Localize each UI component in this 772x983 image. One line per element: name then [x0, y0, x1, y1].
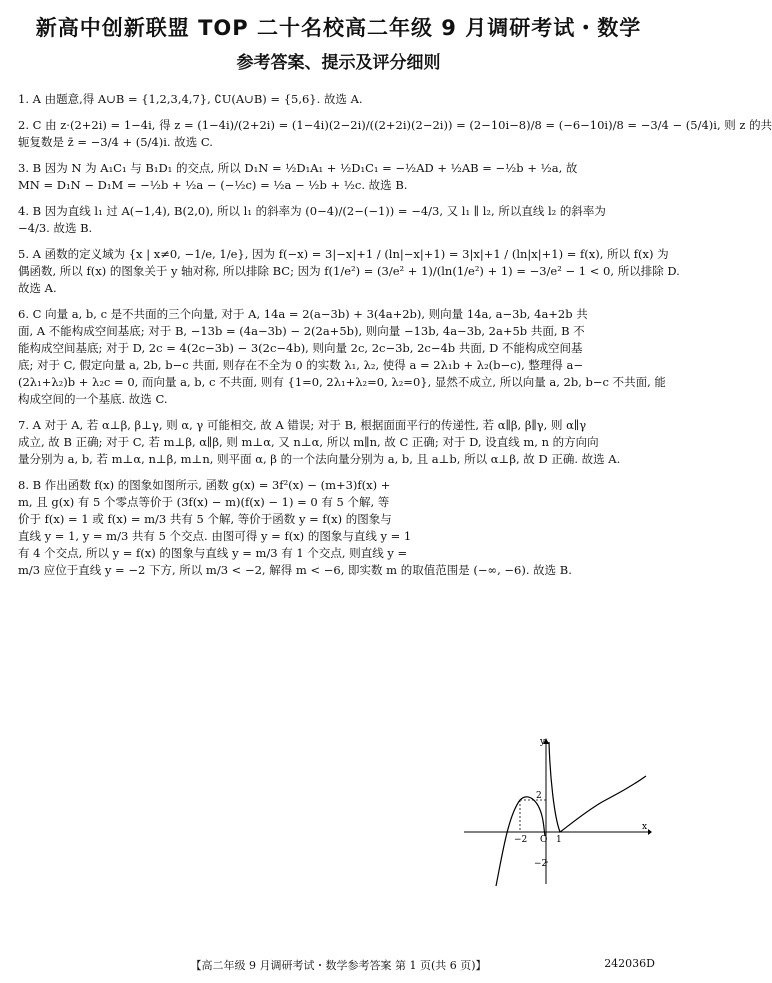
- answer-item: [18, 417, 659, 468]
- graph-tick-neg-two: −2: [534, 859, 548, 869]
- answer-item: [18, 91, 659, 108]
- answer-item: [18, 477, 659, 579]
- answer-line: 4. B 因为直线 l₁ 过 A(−1,4), B(2,0), 所以 l₁ 的斜率为 (0−4)/(2−(−1)) = −4/3, 又 l₁ ∥ l₂, 所以直线 l₂ 的斜率为: [18, 204, 606, 218]
- page-footer: 【高二年级 9 月调研考试・数学参考答案 第 1 页(共 6 页)】: [190, 959, 487, 972]
- page-subtitle: 参考答案、提示及评分细则: [236, 53, 441, 73]
- answer-line: 6. C 向量 a, b, c 是不共面的三个向量, 对于 A, 14a = 2(a−3b) + 3(4a+2b), 则向量 14a, a−3b, 4a+2b 共: [18, 307, 588, 321]
- answer-line: m/3 应位于直线 y = −2 下方, 所以 m/3 < −2, 解得 m < −6, 即实数 m 的取值范围是 (−∞, −6). 故选 B.: [18, 563, 572, 577]
- answer-line: 底; 对于 C, 假定向量 a, 2b, b−c 共面, 则存在不全为 0 的实数 λ₁, λ₂, 使得 a = 2λ₁b + λ₂(b−c), 整理得 a−: [18, 358, 584, 372]
- graph-tick-neg-two-x: −2: [514, 835, 528, 845]
- answer-line: 有 4 个交点, 所以 y = f(x) 的图象与直线 y = m/3 有 1 个交点, 则直线 y =: [18, 546, 408, 560]
- graph-x-label: x: [642, 822, 648, 832]
- answer-item: [18, 246, 680, 297]
- graph-y-label: y: [540, 737, 546, 747]
- document-code: 242036D: [604, 957, 655, 970]
- answer-line: 偶函数, 所以 f(x) 的图象关于 y 轴对称, 所以排除 BC; 因为 f(1/e²) = (3/e² + 1)/(ln(1/e²) + 1) = −3/e² − 1 < 0, 所以排除 D.: [18, 264, 680, 278]
- answer-line: 1. A 由题意,得 A∪B = {1,2,3,4,7}, ∁U(A∪B) = {5,6}. 故选 A.: [18, 92, 363, 106]
- function-graph: [462, 736, 652, 886]
- answer-line: 构成空间的一个基底. 故选 C.: [18, 392, 168, 406]
- answer-line: 价于 f(x) = 1 或 f(x) = m/3 共有 5 个解, 等价于函数 y = f(x) 的图象与: [18, 512, 392, 526]
- graph-tick-two: 2: [536, 791, 542, 801]
- answer-item: [18, 306, 666, 408]
- answer-line: 3. B 因为 N 为 A₁C₁ 与 B₁D₁ 的交点, 所以 D₁N = ½D₁A₁ + ½D₁C₁ = −½AD + ½AB = −½b + ½a, 故: [18, 161, 578, 175]
- answer-line: 轭复数是 z̄ = −3/4 + (5/4)i. 故选 C.: [18, 135, 213, 149]
- answer-line: 量分别为 a, b, 若 m⊥α, n⊥β, m⊥n, 则平面 α, β 的一个法向量分别为 a, b, 且 a⊥b, 所以 α⊥β, 故 D 正确. 故选 A.: [18, 452, 621, 466]
- answer-line: −4/3. 故选 B.: [18, 221, 93, 235]
- answer-line: 2. C 由 z·(2+2i) = 1−4i, 得 z = (1−4i)/(2+2i) = (1−4i)(2−2i)/((2+2i)(2−2i)) = (2−10i−8)/8 = (−6−10i)/8 = −3/4 − (5/4)i, 则 z 的共: [18, 118, 772, 132]
- page-title: 新高中创新联盟 TOP 二十名校高二年级 9 月调研考试・数学: [35, 16, 642, 40]
- answer-item: [18, 160, 659, 194]
- answer-line: 成立, 故 B 正确; 对于 C, 若 m⊥β, α∥β, 则 m⊥α, 又 n⊥α, 所以 m∥n, 故 C 正确; 对于 D, 设直线 m, n 的方向向: [18, 435, 599, 449]
- answer-line: (2λ₁+λ₂)b + λ₂c = 0, 而向量 a, b, c 不共面, 则有 {1=0, 2λ₁+λ₂=0, λ₂=0}, 显然不成立, 所以向量 a, 2b, b−c 不共面, 能: [18, 375, 666, 389]
- answer-list: [18, 91, 772, 579]
- graph-origin-label: O: [540, 835, 548, 845]
- answer-line: 面, A 不能构成空间基底; 对于 B, −13b = (4a−3b) − 2(2a+5b), 则向量 −13b, 4a−3b, 2a+5b 共面, B 不: [18, 324, 585, 338]
- answer-line: 直线 y = 1, y = m/3 共有 5 个交点. 由图可得 y = f(x) 的图象与直线 y = 1: [18, 529, 412, 543]
- answer-line: 7. A 对于 A, 若 α⊥β, β⊥γ, 则 α, γ 可能相交, 故 A 错误; 对于 B, 根据面面平行的传递性, 若 α∥β, β∥γ, 则 α∥γ: [18, 418, 587, 432]
- answer-line: 5. A 函数的定义域为 {x | x≠0, −1/e, 1/e}, 因为 f(−x) = 3|−x|+1 / (ln|−x|+1) = 3|x|+1 / (ln|x|+1) = f(x), 所以 f(x) 为: [18, 247, 669, 261]
- graph-tick-one: 1: [556, 835, 562, 845]
- answer-line: 故选 A.: [18, 281, 57, 295]
- answer-item: [18, 203, 659, 237]
- answer-line: MN = D₁N − D₁M = −½b + ½a − (−½c) = ½a − ½b + ½c. 故选 B.: [18, 178, 408, 192]
- answer-item: [18, 117, 772, 151]
- answer-line: 8. B 作出函数 f(x) 的图象如图所示, 函数 g(x) = 3f²(x) − (m+3)f(x) +: [18, 478, 391, 492]
- answer-line: 能构成空间基底; 对于 D, 2c = 4(2c−3b) − 3(2c−4b), 则向量 2c, 2c−3b, 2c−4b 共面, D 不能构成空间基: [18, 341, 583, 355]
- answer-line: m, 且 g(x) 有 5 个零点等价于 (3f(x) − m)(f(x) − 1) = 0 有 5 个解, 等: [18, 495, 390, 509]
